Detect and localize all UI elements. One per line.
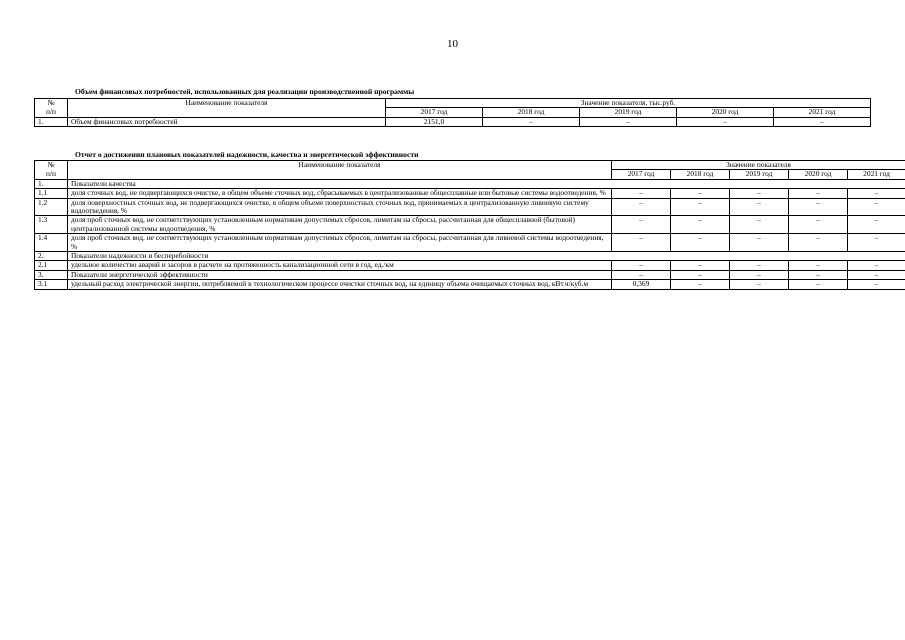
- indicator-value: –: [848, 189, 905, 198]
- indicator-value: 0,369: [612, 280, 671, 289]
- indicator-value: –: [671, 261, 730, 270]
- indicator-value: –: [789, 261, 848, 270]
- indicator-value: –: [671, 270, 730, 279]
- indicator-value: –: [730, 270, 789, 279]
- indicator-value: –: [848, 216, 905, 234]
- table-row: [35, 261, 905, 270]
- row-number: 1.: [35, 179, 68, 188]
- financial-table-header-row: [35, 99, 871, 108]
- section-title: Показатели качества: [68, 179, 905, 188]
- indicators-table-header-row: [35, 161, 905, 170]
- table-row: [35, 234, 905, 252]
- year-header: 2017 год: [386, 108, 483, 117]
- indicator-value: –: [483, 117, 580, 126]
- year-header: 2018 год: [483, 108, 580, 117]
- year-header: 2019 год: [730, 170, 789, 179]
- indicator-value: –: [848, 261, 905, 270]
- indicator-value: –: [730, 261, 789, 270]
- indicator-value: –: [671, 198, 730, 216]
- year-header: 2019 год: [580, 108, 677, 117]
- indicator-value: –: [671, 216, 730, 234]
- row-number: 1.4: [35, 234, 68, 252]
- indicator-value: –: [612, 198, 671, 216]
- indicator-value: –: [789, 270, 848, 279]
- indicator-value: –: [671, 189, 730, 198]
- row-number: 1.1: [35, 189, 68, 198]
- indicator-name: доля проб сточных вод, не соответствующих установленным нормативам допустимых сбросов, лимитам на сбросы, рассчитанная для ливневой системы водоотведения, %: [68, 234, 612, 252]
- col-name-header: Наименование показателя: [68, 99, 386, 118]
- row-number: 2.: [35, 252, 68, 261]
- indicator-value: –: [789, 234, 848, 252]
- table-row: [35, 280, 905, 289]
- table-row: [35, 198, 905, 216]
- col-value-group-header: Значение показателя: [612, 161, 905, 170]
- row-number: 3.: [35, 270, 68, 279]
- row-number: 1.: [35, 117, 68, 126]
- indicator-value: –: [789, 216, 848, 234]
- indicator-name: удельный расход электрической энергии, потребляемой в технологическом процессе очистки сточных вод, на единицу объема очищаемых сточных вод, кВт.ч/куб.м: [68, 280, 612, 289]
- indicator-value: –: [848, 234, 905, 252]
- indicator-value: –: [677, 117, 774, 126]
- year-header: 2021 год: [848, 170, 905, 179]
- col-number-header: №: [35, 161, 68, 170]
- col-number-subheader: п/п: [35, 170, 68, 179]
- row-number: 2.1: [35, 261, 68, 270]
- indicator-value: –: [612, 234, 671, 252]
- year-header: 2020 год: [789, 170, 848, 179]
- indicator-name: доля поверхностных сточных вод, не подвергающихся очистке, в общем объеме поверхностных сточных вод, принимаемых в централизованную ливневую систему водоотведения, %: [68, 198, 612, 216]
- indicator-value: –: [612, 270, 671, 279]
- table-row: [35, 270, 905, 279]
- year-header: 2021 год: [774, 108, 871, 117]
- indicator-value: –: [730, 189, 789, 198]
- indicator-value: –: [789, 198, 848, 216]
- indicator-value: 2151,0: [386, 117, 483, 126]
- indicator-name: удельное количество аварий и засоров в расчете на протяженность канализационной сети в год, ед./км: [68, 261, 612, 270]
- table-row: [35, 216, 905, 234]
- indicator-value: –: [730, 280, 789, 289]
- indicator-value: –: [671, 280, 730, 289]
- financial-needs-table: [34, 98, 871, 127]
- indicator-value: –: [848, 280, 905, 289]
- col-number-header: №: [35, 99, 68, 108]
- indicator-value: –: [612, 189, 671, 198]
- col-name-header: Наименование показателя: [68, 161, 612, 180]
- row-number: 3.1: [35, 280, 68, 289]
- table-row: [35, 252, 905, 261]
- year-header: 2020 год: [677, 108, 774, 117]
- indicators-table: [34, 160, 905, 290]
- indicator-value: –: [789, 280, 848, 289]
- row-number: 1.2: [35, 198, 68, 216]
- indicator-value: –: [730, 216, 789, 234]
- section-title: Показатели надежности и бесперебойности: [68, 252, 905, 261]
- indicator-name: Показатели энергетической эффективности: [68, 270, 612, 279]
- indicator-name: доля сточных вод, не подвергающихся очистке, в общем объеме сточных вод, сбрасываемых в централизованные общесплавные или бытовые системы водоотведения, %: [68, 189, 612, 198]
- table-row: [35, 189, 905, 198]
- indicator-value: –: [848, 270, 905, 279]
- indicator-value: –: [612, 261, 671, 270]
- col-value-group-header: Значение показателя, тыс.руб.: [386, 99, 871, 108]
- indicator-value: –: [774, 117, 871, 126]
- indicator-name: Объем финансовых потребностей: [68, 117, 386, 126]
- year-header: 2017 год: [612, 170, 671, 179]
- table-row: [35, 117, 871, 126]
- indicator-value: –: [730, 198, 789, 216]
- page-number: 10: [447, 38, 458, 50]
- table-row: [35, 179, 905, 188]
- indicator-name: доля проб сточных вод, не соответствующих установленным нормативам допустимых сбросов, лимитам на сбросы, рассчитанная для общесплавной (бытовой) централизованной системы водоотведения, %: [68, 216, 612, 234]
- row-number: 1.3: [35, 216, 68, 234]
- table2-title: Отчет о достижении плановых показателей надежности, качества и энергетической эффективности: [75, 150, 419, 159]
- indicator-value: –: [580, 117, 677, 126]
- indicator-value: –: [789, 189, 848, 198]
- col-number-subheader: п/п: [35, 108, 68, 117]
- indicator-value: –: [848, 198, 905, 216]
- indicator-value: –: [730, 234, 789, 252]
- indicator-value: –: [612, 216, 671, 234]
- indicator-value: –: [671, 234, 730, 252]
- year-header: 2018 год: [671, 170, 730, 179]
- table1-title: Объем финансовых потребностей, использованных для реализации производственной программы: [75, 87, 415, 96]
